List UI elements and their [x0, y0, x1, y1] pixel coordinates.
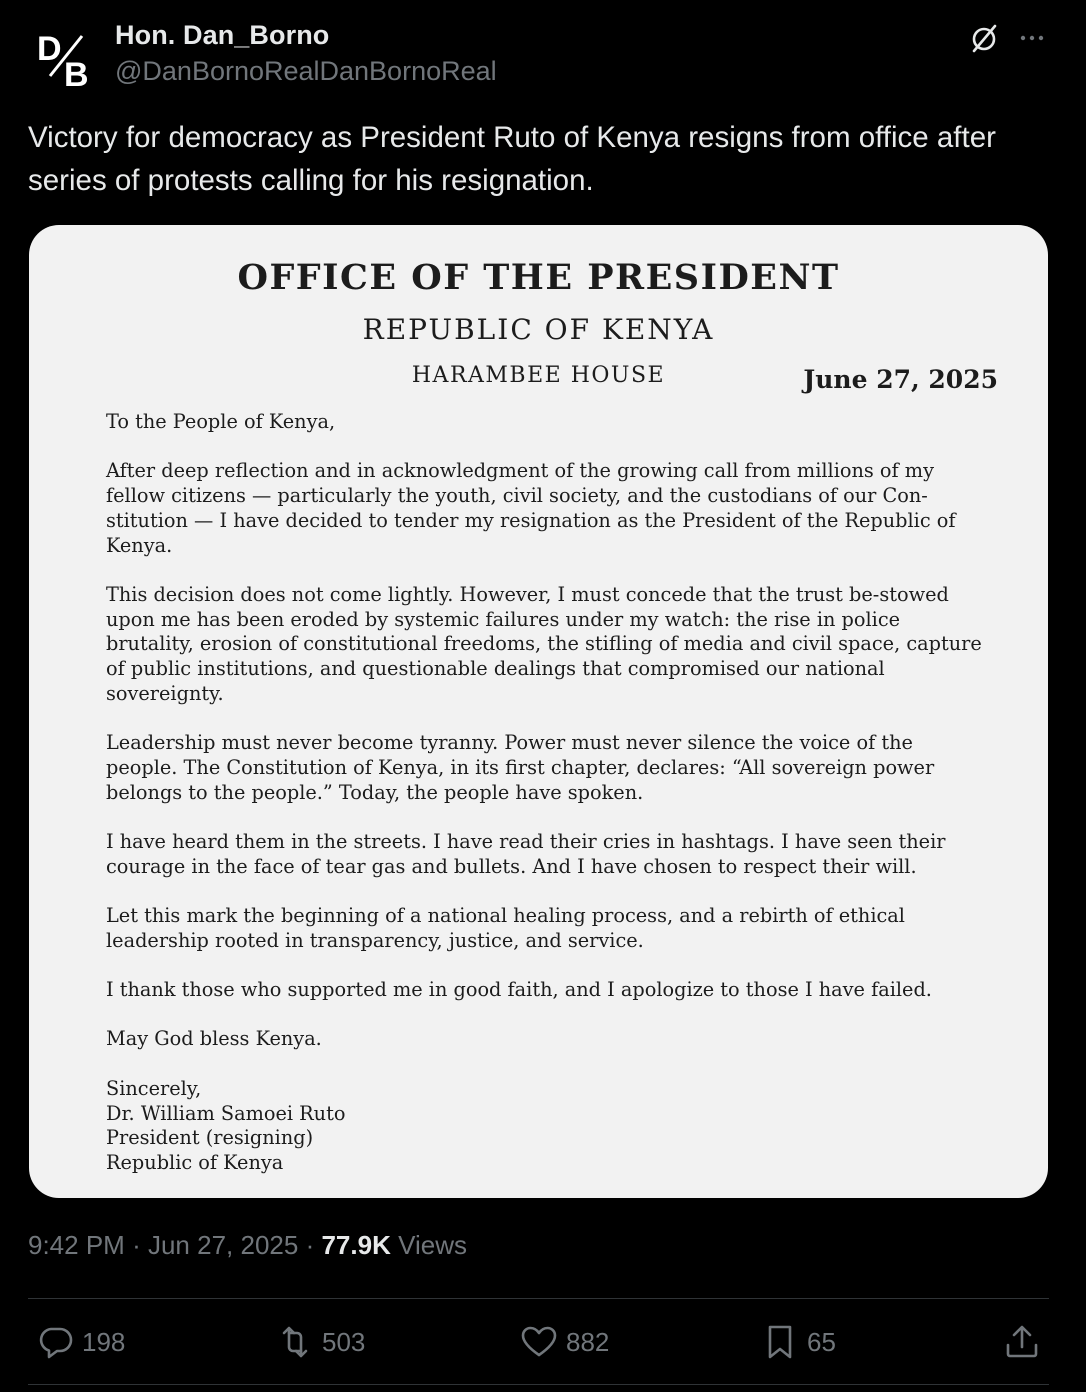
divider: [28, 1384, 1049, 1385]
share-icon: [1003, 1323, 1041, 1361]
views-count[interactable]: 77.9K: [321, 1230, 391, 1260]
grok-icon[interactable]: [968, 22, 1000, 54]
share-button[interactable]: [1003, 1318, 1041, 1366]
bookmark-button[interactable]: [761, 1318, 836, 1366]
bookmark-icon: [761, 1323, 799, 1361]
tweet-header: [28, 14, 1058, 94]
letter-closing: Sincerely,: [106, 1076, 202, 1100]
heart-icon: [520, 1323, 558, 1361]
letter-salutation: To the People of Kenya,: [106, 410, 336, 433]
letter-paragraph: Let this mark the beginning of a national healing process, and a rebirth of ethical leadership rooted in transparency, justice, and service.: [106, 903, 905, 952]
repost-button[interactable]: [276, 1318, 365, 1366]
author-handle[interactable]: @DanBornoRealDanBornoReal: [115, 56, 497, 86]
db-logo-icon: [28, 18, 104, 94]
bookmark-count: 65: [807, 1326, 836, 1357]
tweet-text: Victory for democracy as President Ruto of Kenya resigns from office after series of protests calling for his resignation.: [28, 121, 996, 197]
meta-separator: ·: [132, 1230, 141, 1260]
svg-text:D: D: [37, 30, 62, 68]
reply-count: 198: [82, 1326, 126, 1357]
tweet-meta: [28, 1230, 467, 1261]
tweet-date[interactable]: Jun 27, 2025: [147, 1230, 299, 1260]
letter-title: OFFICE OF THE PRESIDENT: [237, 257, 840, 298]
tweet-time[interactable]: 9:42 PM: [28, 1230, 125, 1260]
author-name[interactable]: Hon. Dan_Borno: [115, 20, 330, 50]
like-button[interactable]: [520, 1318, 609, 1366]
reply-icon: [36, 1323, 74, 1361]
repost-icon: [276, 1323, 314, 1361]
more-options-icon[interactable]: [1016, 22, 1048, 54]
letter-paragraph: May God bless Kenya.: [106, 1027, 322, 1051]
meta-separator: ·: [305, 1230, 315, 1260]
letter-house: HARAMBEE HOUSE: [411, 363, 666, 388]
reply-button[interactable]: [36, 1318, 125, 1366]
action-bar: [28, 1318, 1049, 1366]
letter-paragraph: Leadership must never become tyranny. Power must never silence the voice of the people. The Constitution of Kenya, in its first chapter, declares: “All sovereign power belongs to the people.” Today, the people have spoken.: [106, 731, 935, 804]
letter-paragraph: This decision does not come lightly. However, I must concede that the trust be-stowed upon me has been eroded by systemic failures under my watch: the rise in police brutality, erosion of constitutional freedoms, the stifling of media and civil space, capture of public institutions, and questionable dealings that compromised our national sovereignty.: [106, 582, 982, 705]
letter-paragraph: I thank those who supported me in good faith, and I apologize to those I have failed.: [106, 978, 932, 1002]
letter-signer-org: Republic of Kenya: [106, 1150, 284, 1174]
divider: [28, 1298, 1049, 1299]
avatar[interactable]: [28, 18, 104, 94]
letter-paragraph: After deep reflection and in acknowledgment of the growing call from millions of my fellow citizens — particularly the youth, civil society, and the custodians of our Con-stitution — I have decided to tender my resignation as the President of the Republic of Kenya.: [106, 459, 956, 557]
letter-paragraph: I have heard them in the streets. I have read their cries in hashtags. I have seen their courage in the face of tear gas and bullets. And I have chosen to respect their will.: [106, 829, 946, 878]
letter-body: [106, 410, 986, 1176]
letter-subtitle: REPUBLIC OF KENYA: [362, 313, 715, 346]
letter-date: June 27, 2025: [803, 365, 998, 394]
letter-signer-name: Dr. William Samoei Ruto: [106, 1101, 346, 1125]
tweet-image[interactable]: [29, 225, 1048, 1198]
views-label: Views: [398, 1230, 467, 1260]
like-count: 882: [566, 1326, 610, 1357]
svg-text:B: B: [64, 56, 89, 94]
repost-count: 503: [322, 1326, 366, 1357]
letter-signer-title: President (resigning): [106, 1126, 314, 1150]
